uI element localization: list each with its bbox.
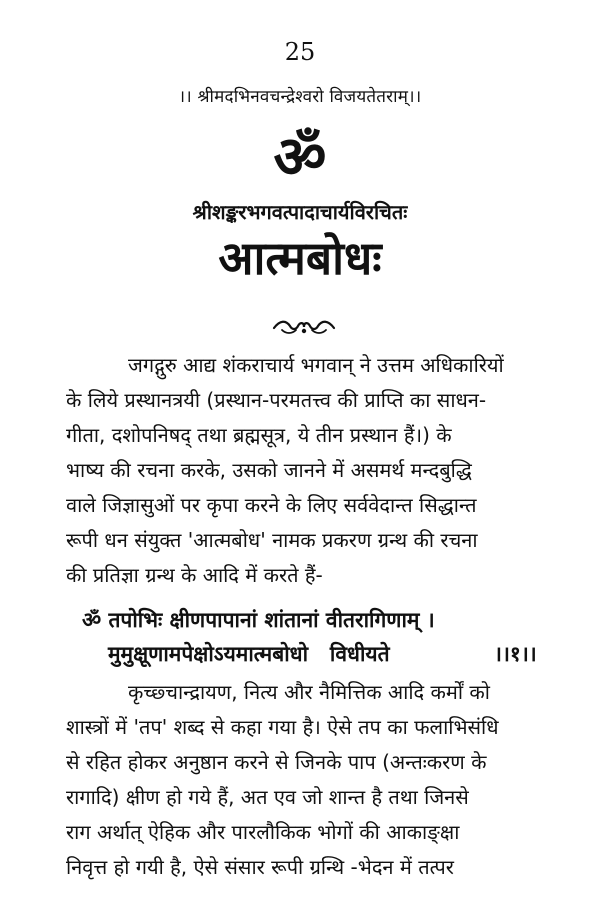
verse-line-2: मुमुक्षूणामपेक्षोऽयमात्मबोधो विधीयते <box>108 642 390 666</box>
author-attribution: श्रीशङ्करभगवत्पादाचार्यविरचितः <box>192 200 408 224</box>
text-line: के लिये प्रस्थानत्रयी (प्रस्थान-परमतत्त्व की प्राप्ति का साधन- <box>66 388 487 412</box>
page-title: आत्मबोधः <box>218 231 382 285</box>
text-line: राग अर्थात् ऐहिक और पारलौकिक भोगों की आकाङ्क्षा <box>66 820 460 844</box>
page-number: 25 <box>284 38 316 66</box>
text-line: गीता, दशोपनिषद् तथा ब्रह्मसूत्र, ये तीन प्रस्थान हैं।) के <box>66 423 452 447</box>
text-line: भाष्य की रचना करके, उसको जानने में असमर्थ मन्दबुद्धि <box>66 458 472 482</box>
text-line: जगद्गुरु आद्य शंकराचार्य भगवान् ने उत्तम अधिकारियों <box>128 353 504 377</box>
text-line: वाले जिज्ञासुओं पर कृपा करने के लिए सर्ववेदान्त सिद्धान्त <box>66 493 477 517</box>
text-line: रूपी धन संयुक्त 'आत्मबोध' नामक प्रकरण ग्रन्थ की रचना <box>66 528 478 552</box>
text-line: निवृत्त हो गयी है, ऐसे संसार रूपी ग्रन्थि -भेदन में तत्पर <box>66 855 454 879</box>
text-line: रागादि) क्षीण हो गये हैं, अत एव जो शान्त है तथा जिनसे <box>66 785 469 809</box>
om-symbol: ॐ <box>273 123 327 191</box>
floral-divider-icon <box>272 318 336 336</box>
commentary-paragraph <box>66 675 566 885</box>
text-line: शास्त्रों में 'तप' शब्द से कहा गया है। ऐसे तप का फलाभिसंधि <box>66 715 499 739</box>
verse-number: ।।१।। <box>494 642 537 666</box>
verse-line-1: ॐ तपोभिः क्षीणपापानां शांतानां वीतरागिणाम् । <box>82 608 435 632</box>
intro-paragraph <box>66 348 566 593</box>
text-line: कृच्छ्चान्द्रायण, नित्य और नैमित्तिक आदि कर्मों को <box>128 680 490 704</box>
text-line: से रहित होकर अनुष्ठान करने से जिनके पाप (अन्तःकरण के <box>66 750 487 774</box>
invocation-line: ।। श्रीमदभिनवचन्द्रेश्वरो विजयतेतराम्।। <box>178 87 422 107</box>
text-line: की प्रतिज्ञा ग्रन्थ के आदि में करते हैं- <box>66 563 323 587</box>
